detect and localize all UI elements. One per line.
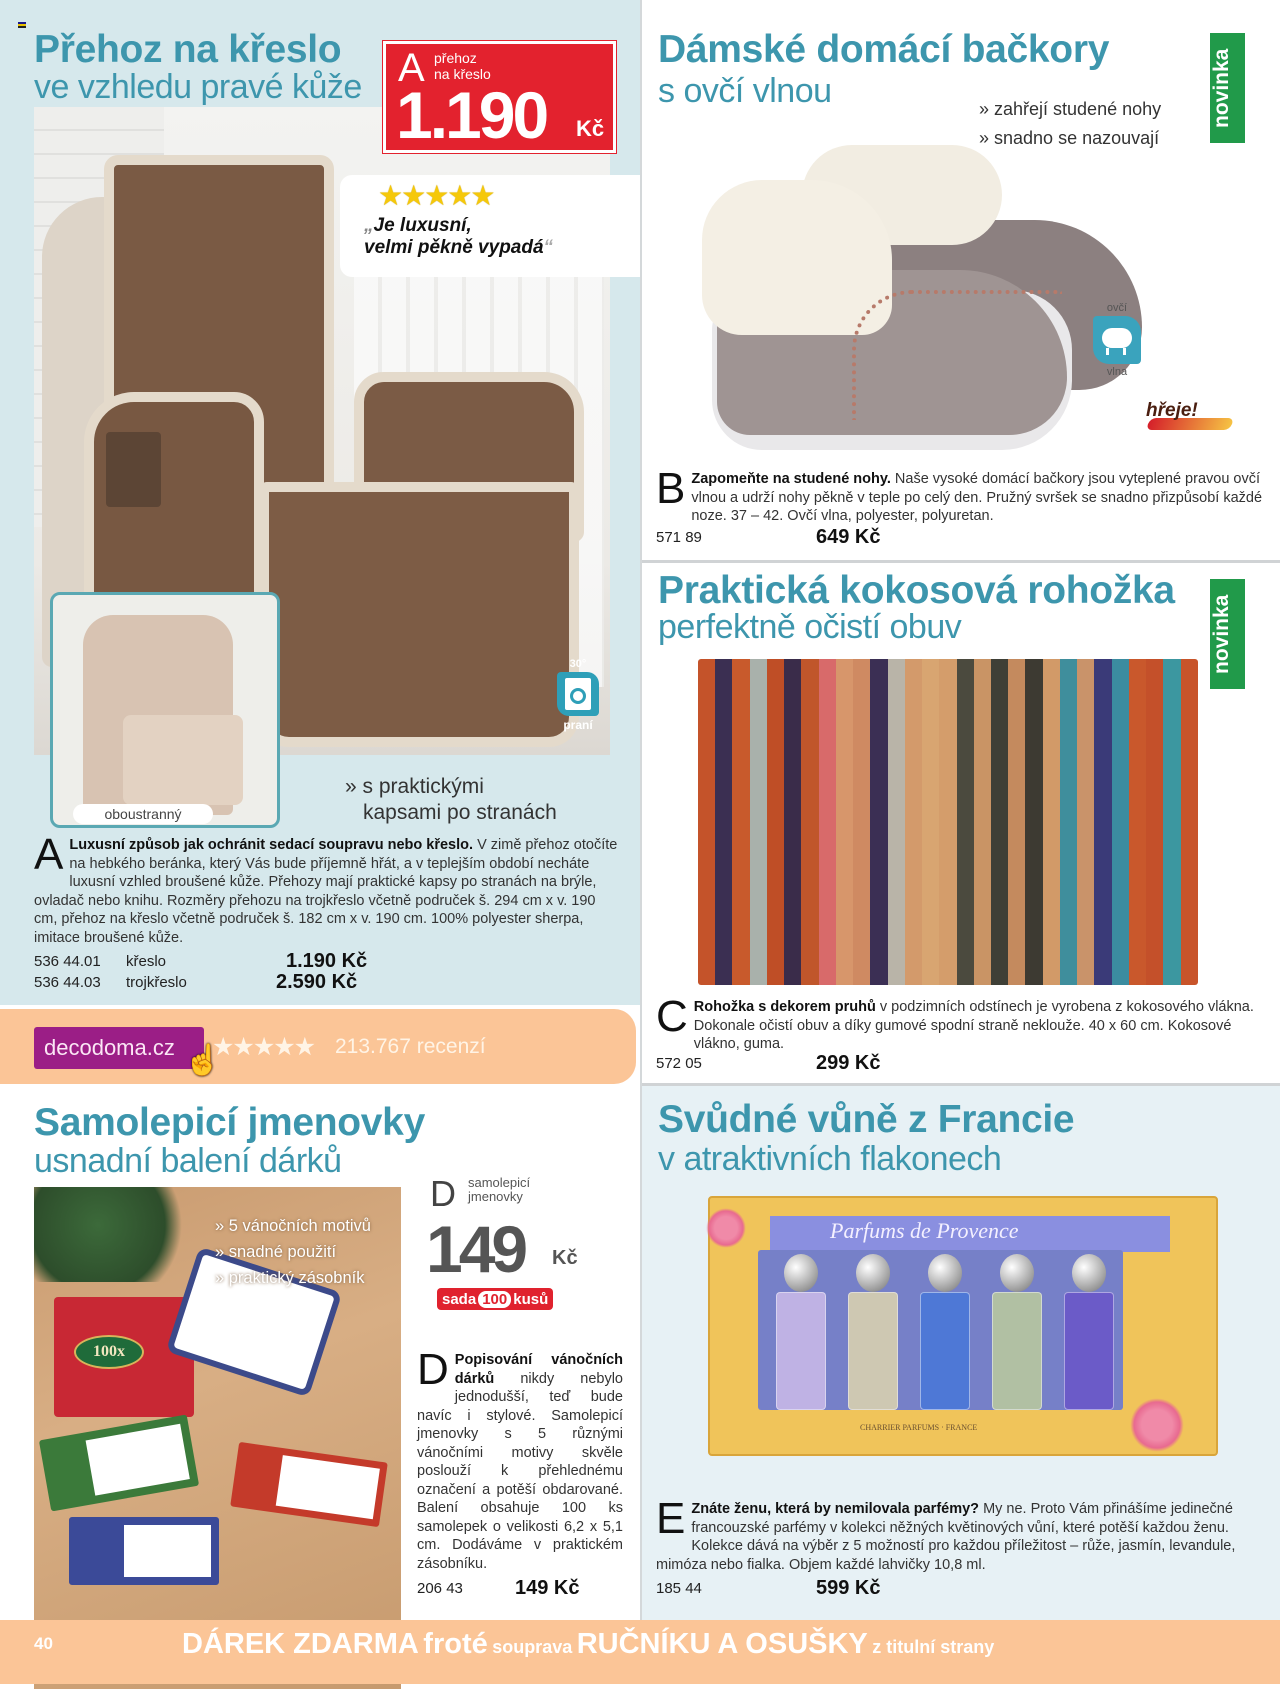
- close-quote: “: [543, 237, 554, 258]
- coconut-doormat-photo: [698, 659, 1198, 985]
- review-quote: [364, 215, 553, 259]
- variant-name: křeslo: [126, 953, 167, 970]
- variant-list: [34, 951, 594, 993]
- desc-a-bold: Luxusní způsob jak ochránit sedací soupravu nebo křeslo.: [69, 837, 474, 853]
- desc-c-text: v podzimních odstínech je vyrobena z kokosového vlákna. Dokonale očistí obuv a díky gumové spodní straně neklouže. 40 x 60 cm. Kokosové vlákno, guma.: [693, 999, 1254, 1052]
- price-tag-a: [383, 41, 616, 153]
- pack-badge: [437, 1288, 553, 1310]
- price-tag-currency: Kč: [576, 116, 605, 141]
- price-tag-label1: samolepicí: [468, 1175, 531, 1190]
- wool-label-bottom: vlna: [1106, 366, 1128, 378]
- slippers-photo: [692, 120, 1172, 460]
- slipper-stitching: [852, 290, 1062, 420]
- washing-machine-icon: [557, 672, 599, 716]
- page-number: 40: [34, 1634, 53, 1653]
- doormat-stripe: [1077, 659, 1094, 985]
- doormat-stripe: [870, 659, 887, 985]
- doormat-stripe: [1129, 659, 1146, 985]
- price-tag-label1: přehoz: [434, 50, 477, 66]
- desc-b-bold: Zapomeňte na studené nohy.: [691, 471, 891, 487]
- pack-num: 100: [478, 1291, 511, 1308]
- price-tag-label2: jmenovky: [468, 1189, 523, 1204]
- wash-30-icon: [553, 658, 603, 732]
- box-label: 100x: [74, 1335, 144, 1369]
- perfume-bottle: [844, 1248, 902, 1413]
- section-e-title: Svůdné vůně z Francie: [658, 1098, 1075, 1141]
- wool-label-top: ovčí: [1106, 302, 1128, 314]
- inset-chair-seat: [123, 715, 243, 805]
- doormat-stripe: [750, 659, 767, 985]
- box-brand: Parfums de Provence: [830, 1218, 1019, 1243]
- warms-logo: [1142, 398, 1237, 438]
- doormat-stripe: [819, 659, 836, 985]
- desc-a-text: V zimě přehoz otočíte na hebkého beránka, který Vás bude příjemně hřát, a v teplejším období necháte luxusní vzhled broušené kůže. Přehozy mají praktické kapsy po stranách na brýle, ovladač nebo knihu. Rozměry přehozu na trojkřeslo včetně područek š. 294 cm x v. 190 cm, přehoz na křeslo včetně područek š. 182 cm x v. 190 cm. 100% polyester sherpa, imitace broušené kůže.: [34, 837, 618, 946]
- pointer-hand-icon: ☝: [184, 1044, 222, 1077]
- variant-code: 536 44.03: [34, 974, 101, 991]
- review-stars-icon: ★★★★★: [378, 180, 494, 211]
- desc-e-text: My ne. Proto Vám přinášíme jedinečné francouzské parfémy v kolekci něžných květinových vůní, které potěší každou ženu. Kolekce dává na výběr z 5 možností pro každou příležitost – růže, jasmín, levandule, mimóza nebo fialka. Objem každé lahvičky 10,8 ml.: [656, 1501, 1236, 1573]
- section-slippers: [642, 0, 1280, 560]
- perfume-bottle: [988, 1248, 1046, 1413]
- footer-part3: souprava: [492, 1637, 573, 1657]
- website-button[interactable]: decodoma.cz: [34, 1027, 204, 1069]
- feature-line1: » s praktickými: [345, 775, 484, 798]
- price-tag-amount: 1.190: [396, 78, 547, 152]
- doormat-stripe: [1060, 659, 1077, 985]
- price-tag-currency: Kč: [552, 1247, 578, 1269]
- price-tag-letter: A: [398, 46, 425, 90]
- wash-temp: 30°: [569, 658, 587, 670]
- footer-part4: RUČNÍKU A OSUŠKY: [576, 1628, 868, 1660]
- doormat-stripe: [732, 659, 749, 985]
- label-tree: [230, 1442, 388, 1527]
- bullet-item: » snadné použití: [215, 1243, 337, 1261]
- section-gift-labels: [0, 1090, 640, 1620]
- desc-letter-a: A: [34, 830, 64, 879]
- quote-line1: Je luxusní,: [373, 215, 472, 236]
- order-price: 649 Kč: [816, 526, 881, 548]
- doormat-stripe: [1163, 659, 1180, 985]
- order-price: 299 Kč: [816, 1052, 881, 1074]
- open-quote: „: [364, 215, 374, 236]
- section-c-subtitle: perfektně očistí obuv: [658, 608, 962, 646]
- desc-e-bold: Znáte ženu, která by nemilovala parfémy?: [691, 1501, 980, 1517]
- section-d-order: [417, 1578, 580, 1599]
- quote-line2: velmi pěkně vypadá: [364, 237, 544, 258]
- section-a-title: Přehoz na křeslo: [34, 28, 342, 71]
- footer-part2: froté: [423, 1628, 488, 1660]
- new-badge: novinka: [1210, 579, 1245, 689]
- doormat-stripe: [1094, 659, 1111, 985]
- footer-text: [182, 1628, 994, 1661]
- doormat-stripe: [836, 659, 853, 985]
- price-tag-amount: 149: [426, 1212, 525, 1286]
- section-d-bullets: [215, 1213, 371, 1291]
- wash-label: praní: [563, 718, 593, 732]
- section-e-description: [656, 1494, 1268, 1574]
- variant-code: 536 44.01: [34, 953, 101, 970]
- perfume-bottle: [916, 1248, 974, 1413]
- section-c-order: [656, 1053, 881, 1074]
- chair-seat: [259, 482, 579, 747]
- doormat-stripe: [1146, 659, 1163, 985]
- desc-c-bold: Rohožka s dekorem pruhů: [693, 999, 876, 1015]
- section-b-order: [656, 527, 881, 548]
- order-code: 185 44: [656, 1580, 702, 1597]
- section-b-subtitle: s ovčí vlnou: [658, 72, 832, 110]
- doormat-stripe: [767, 659, 784, 985]
- promo-reviews: 213.767 recenzí: [335, 1035, 486, 1058]
- label-santa: [39, 1415, 199, 1512]
- section-c-title: Praktická kokosová rohožka: [658, 569, 1175, 612]
- doormat-stripe: [991, 659, 1008, 985]
- desc-d-bold: Popisování vánočních dárků: [454, 1352, 623, 1387]
- section-b-description: [656, 464, 1266, 526]
- footer-part5: z titulní strany: [872, 1637, 995, 1657]
- desc-letter-e: E: [656, 1494, 686, 1543]
- order-code: 571 89: [656, 529, 702, 546]
- perfume-bottle: [772, 1248, 830, 1413]
- slipper-front-fur: [702, 180, 892, 335]
- variant-price: 2.590 Kč: [276, 971, 358, 993]
- section-d-title: Samolepicí jmenovky: [34, 1101, 425, 1144]
- review-bubble: [340, 175, 640, 277]
- bullet-item: » praktický zásobník: [215, 1269, 365, 1287]
- order-price: 149 Kč: [515, 1577, 580, 1599]
- doormat-stripe: [939, 659, 956, 985]
- sheep-icon: [1093, 316, 1141, 364]
- label-village: [69, 1517, 219, 1585]
- doormat-stripe: [801, 659, 818, 985]
- section-a-description: [34, 830, 618, 947]
- doormat-stripe: [853, 659, 870, 985]
- doormat-stripe: [715, 659, 732, 985]
- flower-decoration: [706, 1208, 746, 1248]
- doormat-stripe: [905, 659, 922, 985]
- new-badge: novinka: [1210, 33, 1245, 143]
- section-d-subtitle: usnadní balení dárků: [34, 1142, 342, 1180]
- perfume-bottles: [765, 1248, 1125, 1413]
- side-pocket: [106, 432, 161, 507]
- doormat-stripe: [974, 659, 991, 985]
- doormat-stripe: [922, 659, 939, 985]
- perfume-box-photo: [708, 1196, 1218, 1456]
- order-code: 572 05: [656, 1055, 702, 1072]
- fir-branches: [34, 1187, 194, 1282]
- order-price: 599 Kč: [816, 1577, 881, 1599]
- feature-pockets: [345, 774, 557, 826]
- desc-d-text: nikdy nebylo jednodušší, teď bude navíc i stylové. Samolepicí jmenovky s 5 různými vánočními motivy skvěle poslouží k přehlednému označení a potěší obdarované. Balení obsahuje 100 ks samolepek o velikosti 6,2 x 5,1 cm. Dodáváme v praktickém zásobníku.: [417, 1370, 623, 1572]
- doormat-stripe: [698, 659, 715, 985]
- perfume-bottle: [1060, 1248, 1118, 1413]
- doormat-stripe: [888, 659, 905, 985]
- footer-banner: [0, 1620, 1280, 1684]
- print-marks: [18, 22, 26, 28]
- section-d-description: [417, 1345, 623, 1573]
- variant-row: [34, 951, 594, 972]
- doormat-stripe: [1043, 659, 1060, 985]
- bullet-item: » 5 vánočních motivů: [215, 1217, 371, 1235]
- variant-price: 1.190 Kč: [286, 950, 368, 972]
- section-b-title: Dámské domácí bačkory: [658, 28, 1110, 71]
- variant-row: [34, 972, 594, 993]
- bullet-item: » zahřejí studené nohy: [979, 99, 1162, 119]
- feature-line2: kapsami po stranách: [363, 801, 557, 824]
- doormat-stripe: [957, 659, 974, 985]
- doormat-stripe: [1025, 659, 1042, 985]
- bullet-item: » snadno se nazouvají: [979, 128, 1160, 148]
- footer-part1: DÁREK ZDARMA: [182, 1628, 419, 1660]
- pack-pre: sada: [442, 1290, 477, 1308]
- doormat-stripe: [1008, 659, 1025, 985]
- inset-label: oboustranný: [73, 804, 213, 824]
- section-perfumes: [642, 1086, 1280, 1620]
- price-tag-letter: D: [430, 1173, 456, 1214]
- sheep-wool-icon: [1092, 302, 1142, 378]
- desc-letter-d: D: [417, 1345, 449, 1394]
- promo-bar[interactable]: [0, 1009, 636, 1084]
- desc-letter-b: B: [656, 464, 686, 513]
- desc-letter-c: C: [656, 992, 688, 1041]
- pack-post: kusů: [513, 1290, 549, 1308]
- doormat-stripe: [1112, 659, 1129, 985]
- flower-decoration: [1130, 1398, 1184, 1452]
- section-armchair-cover: [0, 0, 640, 1005]
- section-a-subtitle: ve vzhledu pravé kůže: [34, 68, 362, 106]
- section-doormat: [642, 563, 1280, 1083]
- promo-stars-icon: ★★★★★: [212, 1033, 315, 1061]
- price-tag-label2: na křeslo: [434, 66, 491, 82]
- desc-b-text: Naše vysoké domácí bačkory jsou vyteplené pravou ovčí vlnou a udrží nohy pěkně v teple po celý den. Pružný svršek se snadno přizpůsobí každé noze. 37 – 42. Ovčí vlna, polyester, polyuretan.: [691, 471, 1263, 524]
- box-footer: CHARRIER PARFUMS · FRANCE: [860, 1423, 978, 1432]
- section-e-order: [656, 1578, 881, 1599]
- section-e-subtitle: v atraktivních flakonech: [658, 1140, 1002, 1178]
- doormat-stripe: [1181, 659, 1198, 985]
- reversible-inset-photo: [50, 592, 280, 828]
- order-code: 206 43: [417, 1580, 463, 1597]
- section-c-description: [656, 992, 1268, 1054]
- warms-logo-text: hřeje!: [1146, 400, 1198, 421]
- doormat-stripe: [784, 659, 801, 985]
- variant-name: trojkřeslo: [126, 974, 187, 991]
